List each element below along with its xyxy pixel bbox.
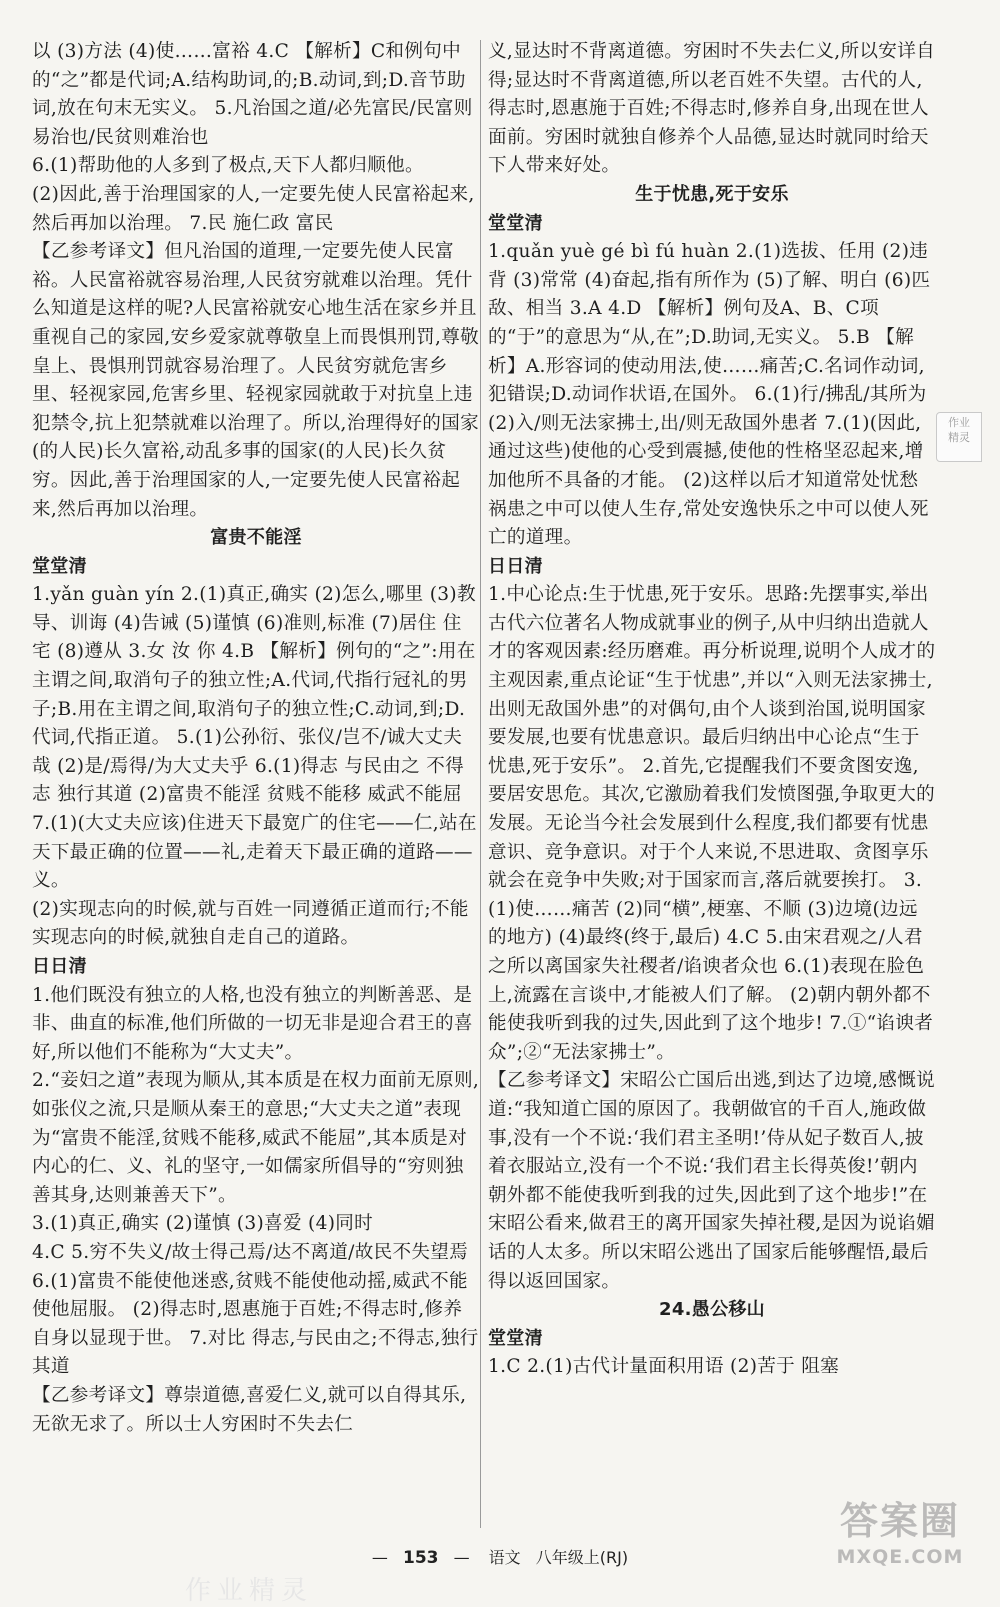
paragraph: 1.他们既没有独立的人格,也没有独立的判断善恶、是非、曲直的标准,他们所做的一切无非是迎合君王的喜好,所以他们不能称为“大丈夫”。	[32, 984, 473, 1063]
page-footer: — 153 — 语文 八年级上(RJ)	[371, 1548, 629, 1568]
page-number: 153	[402, 1548, 439, 1568]
sub-heading: 堂堂清	[32, 555, 87, 577]
side-tab	[936, 412, 982, 462]
paragraph: 【乙参考译文】尊崇道德,喜爱仁义,就可以自得其乐,无欲无求了。所以士人穷困时不失去仁	[32, 1384, 467, 1435]
paragraph: 2.“妾妇之道”表现为顺从,其本质是在权力面前无原则,如张仪之流,只是顺从秦王的意思;“大丈夫之道”表现为“富贵不能淫,贫贱不能移,威武不能屈”,其本质是对内心的仁、义、礼的坚守,一如儒家所倡导的“穷则独善其身,达则兼善天下”。	[32, 1070, 480, 1206]
section-title: 24.愚公移山	[659, 1299, 765, 1321]
paragraph: 3.(1)真正,确实 (2)谨慎 (3)喜爱 (4)同时	[32, 1213, 374, 1235]
sub-heading: 堂堂清	[488, 212, 543, 234]
paragraph: 【乙参考译文】但凡治国的道理,一定要先使人民富裕。人民富裕就容易治理,人民贫穷就难以治理。凭什么知道是这样的呢?人民富裕就安心地生活在家乡并且重视自己的家园,安乡爱家就尊敬皇上而畏惧刑罚,尊敬皇上、畏惧刑罚就容易治理了。人民贫穷就危害乡里、轻视家园,危害乡里、轻视家园就敢于对抗皇上违犯禁令,抗上犯禁就难以治理了。所以,治理得好的国家(的人民)长久富裕,动乱多事的国家(的人民)长久贫穷。因此,善于治理国家的人,一定要先使人民富裕起来,然后再加以治理。	[32, 241, 479, 520]
side-tab-line1: 作业	[948, 416, 970, 429]
faint-watermark: 作业精灵	[185, 1576, 314, 1606]
side-tab-line2: 精灵	[948, 431, 970, 444]
paragraph: (2)因此,善于治理国家的人,一定要先使人民富裕起来,然后再加以治理。 7.民 施仁政 富民	[32, 183, 475, 234]
section-title: 富贵不能淫	[210, 527, 302, 549]
watermark-logo	[812, 1496, 988, 1590]
left-column	[32, 38, 480, 1439]
watermark-title: 答案圈	[839, 1499, 960, 1543]
sub-heading: 堂堂清	[488, 1327, 543, 1349]
paragraph: 4.C 5.穷不失义/故士得己焉/达不离道/故民不失望焉 6.(1)富贵不能使他迷惑,贫贱不能使他动摇,威武不能使他屈服。 (2)得志时,恩惠施于百姓;不得志时,修养自身以显现于世。 7.对比 得志,与民由之;不得志,独行其道	[32, 1241, 479, 1378]
paragraph: 以 (3)方法 (4)使……富裕 4.C 【解析】C和例句中的“之”都是代词;A.结构助词,的;B.动词,到;D.音节助词,放在句末无实义。 5.凡治国之道/必先富民/民富则易治也/民贫则难治也	[32, 41, 473, 148]
watermark-url: MXQE.COM	[836, 1546, 964, 1568]
paragraph: 1.quǎn yuè gé bì fú huàn 2.(1)选拔、任用 (2)违背 (3)常常 (4)奋起,指有所作为 (5)了解、明白 (6)匹敌、相当 3.A 4.D 【解析】例句及A、B、C项的“于”的意思为“从,在”;D.助词,无实义。 5.B 【解析】A.形容词的使动用法,使……痛苦;C.名词作动词,犯错误;D.动词作状语,在国外。 6.(1)行/拂乱/其所为 (2)入/则无法家拂士,出/则无敌国外患者 7.(1)(因此,通过这些)使他的心受到震撼,使他的性格坚忍起来,增加他所不具备的才能。 (2)这样以后才知道常处忧愁祸患之中可以使人生存,常处安逸快乐之中可以使人死亡的道理。	[488, 241, 931, 549]
paragraph: 1.yǎn guàn yín 2.(1)真正,确实 (2)怎么,哪里 (3)教导、训诲 (4)告诫 (5)谨慎 (6)准则,标准 (7)居住 住宅 (8)遵从 3.女 汝 你 4.B 【解析】例句的“之”:用在主谓之间,取消句子的独立性;A.代词,代指行冠礼的男子;B.用在主谓之间,取消句子的独立性;C.动词,到;D.代词,代指正道。 5.(1)公孙衍、张仪/岂不/诚大丈夫哉 (2)是/焉得/为大丈夫乎 6.(1)得志 与民由之 不得志 独行其道 (2)富贵不能淫 贫贱不能移 威武不能屈 7.(1)(大丈夫应该)住进天下最宽广的住宅——仁,站在天下最正确的位置——礼,走着天下最正确的道路——义。	[32, 584, 477, 892]
paragraph: 【乙参考译文】宋昭公亡国后出逃,到达了边境,感慨说道:“我知道亡国的原因了。我朝做官的千百人,施政做事,没有一个不说:‘我们君主圣明!’侍从妃子数百人,披着衣服站立,没有一个不说:‘我们君主长得英俊!’朝内朝外都不能使我听到我的过失,因此到了这个地步!”在宋昭公看来,做君王的离开国家失掉社稷,是因为说谄媚话的人太多。所以宋昭公逃出了国家后能够醒悟,最后得以返回国家。	[488, 1070, 935, 1292]
footer-grade: 八年级上(RJ)	[535, 1548, 629, 1567]
sub-heading: 日日清	[488, 555, 543, 577]
section-title: 生于忧患,死于安乐	[635, 183, 789, 205]
paragraph: 1.中心论点:生于忧患,死于安乐。思路:先摆事实,举出古代六位著名人物成就事业的例子,从中归纳出造就人才的客观因素:经历磨难。再分析说理,说明个人成才的主观因素,重点论证“生于忧患”,并以“入则无法家拂士,出则无敌国外患”的对偶句,由个人谈到治国,说明国家要发展,也要有忧患意识。最后归纳出中心论点“生于忧患,死于安乐”。 2.首先,它提醒我们不要贪图安逸,要居安思危。其次,它激励着我们发愤图强,争取更大的发展。无论当今社会发展到什么程度,我们都要有忧患意识、竞争意识。对于个人来说,不思进取、贪图享乐就会在竞争中失败;对于国家而言,落后就要挨打。 3.(1)使……痛苦 (2)同“横”,梗塞、不顺 (3)边境(边远的地方) (4)最终(终于,最后) 4.C 5.由宋君观之/人君之所以离国家失社稷者/谄谀者众也 6.(1)表现在脸色上,流露在言谈中,才能被人们了解。 (2)朝内朝外都不能使我听到我的过失,因此到了这个地步! 7.①“谄谀者众”;②“无法家拂士”。	[488, 584, 936, 1063]
right-column	[488, 38, 936, 1382]
column-divider	[480, 40, 481, 1528]
footer-subject: 语文	[488, 1548, 521, 1567]
paragraph: 6.(1)帮助他的人多到了极点,天下人都归顺他。	[32, 155, 424, 177]
sub-heading: 日日清	[32, 956, 87, 977]
paragraph: 义,显达时不背离道德。穷困时不失去仁义,所以安详自得;显达时不背离道德,所以老百姓不失望。古代的人,得志时,恩惠施于百姓;不得志时,修养自身,出现在世人面前。穷困时就独自修养个人品德,显达时就同时给天下人带来好处。	[488, 41, 935, 177]
paragraph: 1.C 2.(1)古代计量面积用语 (2)苦于 阻塞	[488, 1356, 840, 1378]
paragraph: (2)实现志向的时候,就与百姓一同遵循正道而行;不能实现志向的时候,就独自走自己的道路。	[32, 898, 469, 949]
